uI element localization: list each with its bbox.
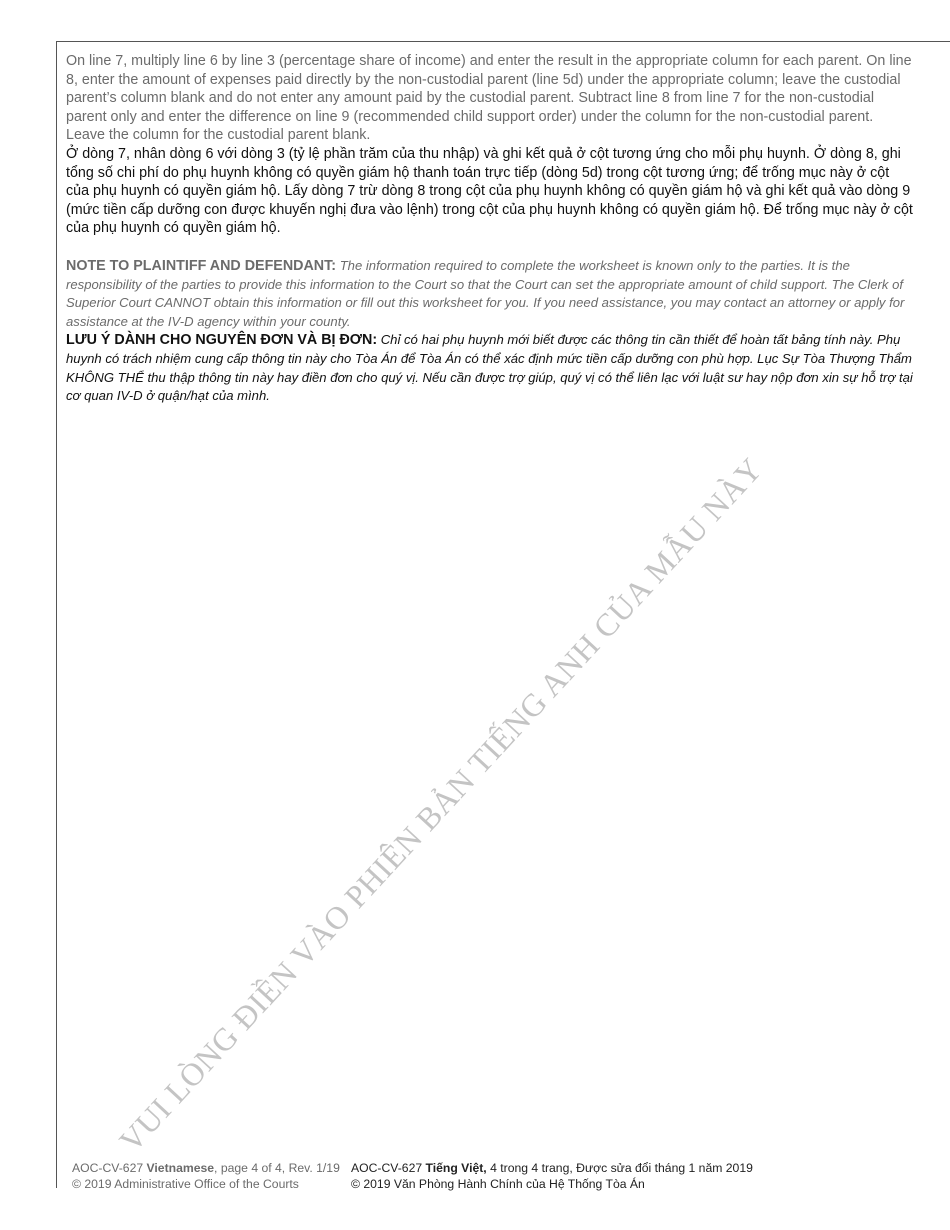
instructions-english: On line 7, multiply line 6 by line 3 (percentage share of income) and enter the result in the appropriate column for each parent. On line 8, enter the amount of expenses paid directly by the non-custodial parent (line 5d) under the appropriate column; leave the custodial parent’s column blank and do not enter any amount paid by the custodial parent. Subtract line 8 from line 7 for the non-custodial parent only and enter the difference on line 9 (recommended child support order) under the column for the non-custodial parent. Leave the column for the custodial parent blank.: [66, 53, 912, 144]
note-section: [66, 257, 916, 406]
footer-english-page-info: , page 4 of 4, Rev. 1/19: [214, 1161, 340, 1175]
footer-english: [72, 1160, 362, 1192]
footer-english-form-line: [72, 1160, 362, 1176]
page-border-top: [56, 41, 950, 42]
footer-vietnamese: [351, 1160, 911, 1192]
watermark-text: VUI LÒNG ĐIỀN VÀO PHIÊN BẢN TIẾNG ANH CỦA MẪU NÀY: [112, 450, 770, 1159]
page-border-left: [56, 41, 57, 1188]
footer-vietnamese-language: Tiếng Việt,: [425, 1161, 487, 1175]
page-content: [66, 52, 916, 406]
note-english: [66, 257, 916, 331]
note-english-label: NOTE TO PLAINTIFF AND DEFENDANT:: [66, 257, 337, 274]
footer-english-copyright: © 2019 Administrative Office of the Courts: [72, 1177, 299, 1191]
footer-vietnamese-form-code: AOC-CV-627: [351, 1161, 423, 1175]
footer-vietnamese-form-line: [351, 1160, 911, 1176]
instructions-vietnamese: Ở dòng 7, nhân dòng 6 với dòng 3 (tỷ lệ phần trăm của thu nhập) và ghi kết quả ở cột tương ứng cho mỗi phụ huynh. Ở dòng 8, ghi tổng số chi phí do phụ huynh không có quyền giám hộ thanh toán trực tiếp (dòng 5d) trong cột tương ứng; để trống mục này ở cột của phụ huynh có quyền giám hộ. Lấy dòng 7 trừ dòng 8 trong cột của phụ huynh không có quyền giám hộ và ghi kết quả vào dòng 9 (mức tiền cấp dưỡng con được khuyến nghị đưa vào lệnh) trong cột của phụ huynh không có quyền giám hộ. Để trống mục này ở cột của phụ huynh có quyền giám hộ.: [66, 145, 913, 237]
footer-vietnamese-copyright: © 2019 Văn Phòng Hành Chính của Hệ Thống Tòa Án: [351, 1177, 645, 1191]
footer-english-form-code: AOC-CV-627: [72, 1161, 144, 1175]
note-vietnamese-label: LƯU Ý DÀNH CHO NGUYÊN ĐƠN VÀ BỊ ĐƠN:: [66, 332, 378, 349]
footer-english-language: Vietnamese: [146, 1161, 215, 1175]
note-vietnamese: [66, 331, 916, 405]
note-english-text: The information required to complete the worksheet is known only to the parties. It is the responsibility of the parties to provide this information to the Court so that the Court can set the appropriate amount of child support. The Clerk of Superior Court CANNOT obtain this information or fill out this worksheet for you. If you need assistance, you may contact an attorney or apply for assistance at the IV-D agency within your county.: [66, 257, 905, 329]
footer-vietnamese-page-info: 4 trong 4 trang, Được sửa đổi tháng 1 năm 2019: [490, 1161, 753, 1175]
note-vietnamese-text: Chỉ có hai phụ huynh mới biết được các thông tin cần thiết để hoàn tất bảng tính này. Phụ huynh có trách nhiệm cung cấp thông tin này cho Tòa Án để Tòa Án có thể xác định mức tiền cấp dưỡng con phù hợp. Lục Sự Tòa Thượng Thẩm KHÔNG THỂ thu thập thông tin này hay điền đơn cho quý vị. Nếu cần được trợ giúp, quý vị có thể liên lạc với luật sư hay nộp đơn xin sự hỗ trợ tại cơ quan IV-D ở quận/hạt của mình.: [66, 332, 913, 404]
